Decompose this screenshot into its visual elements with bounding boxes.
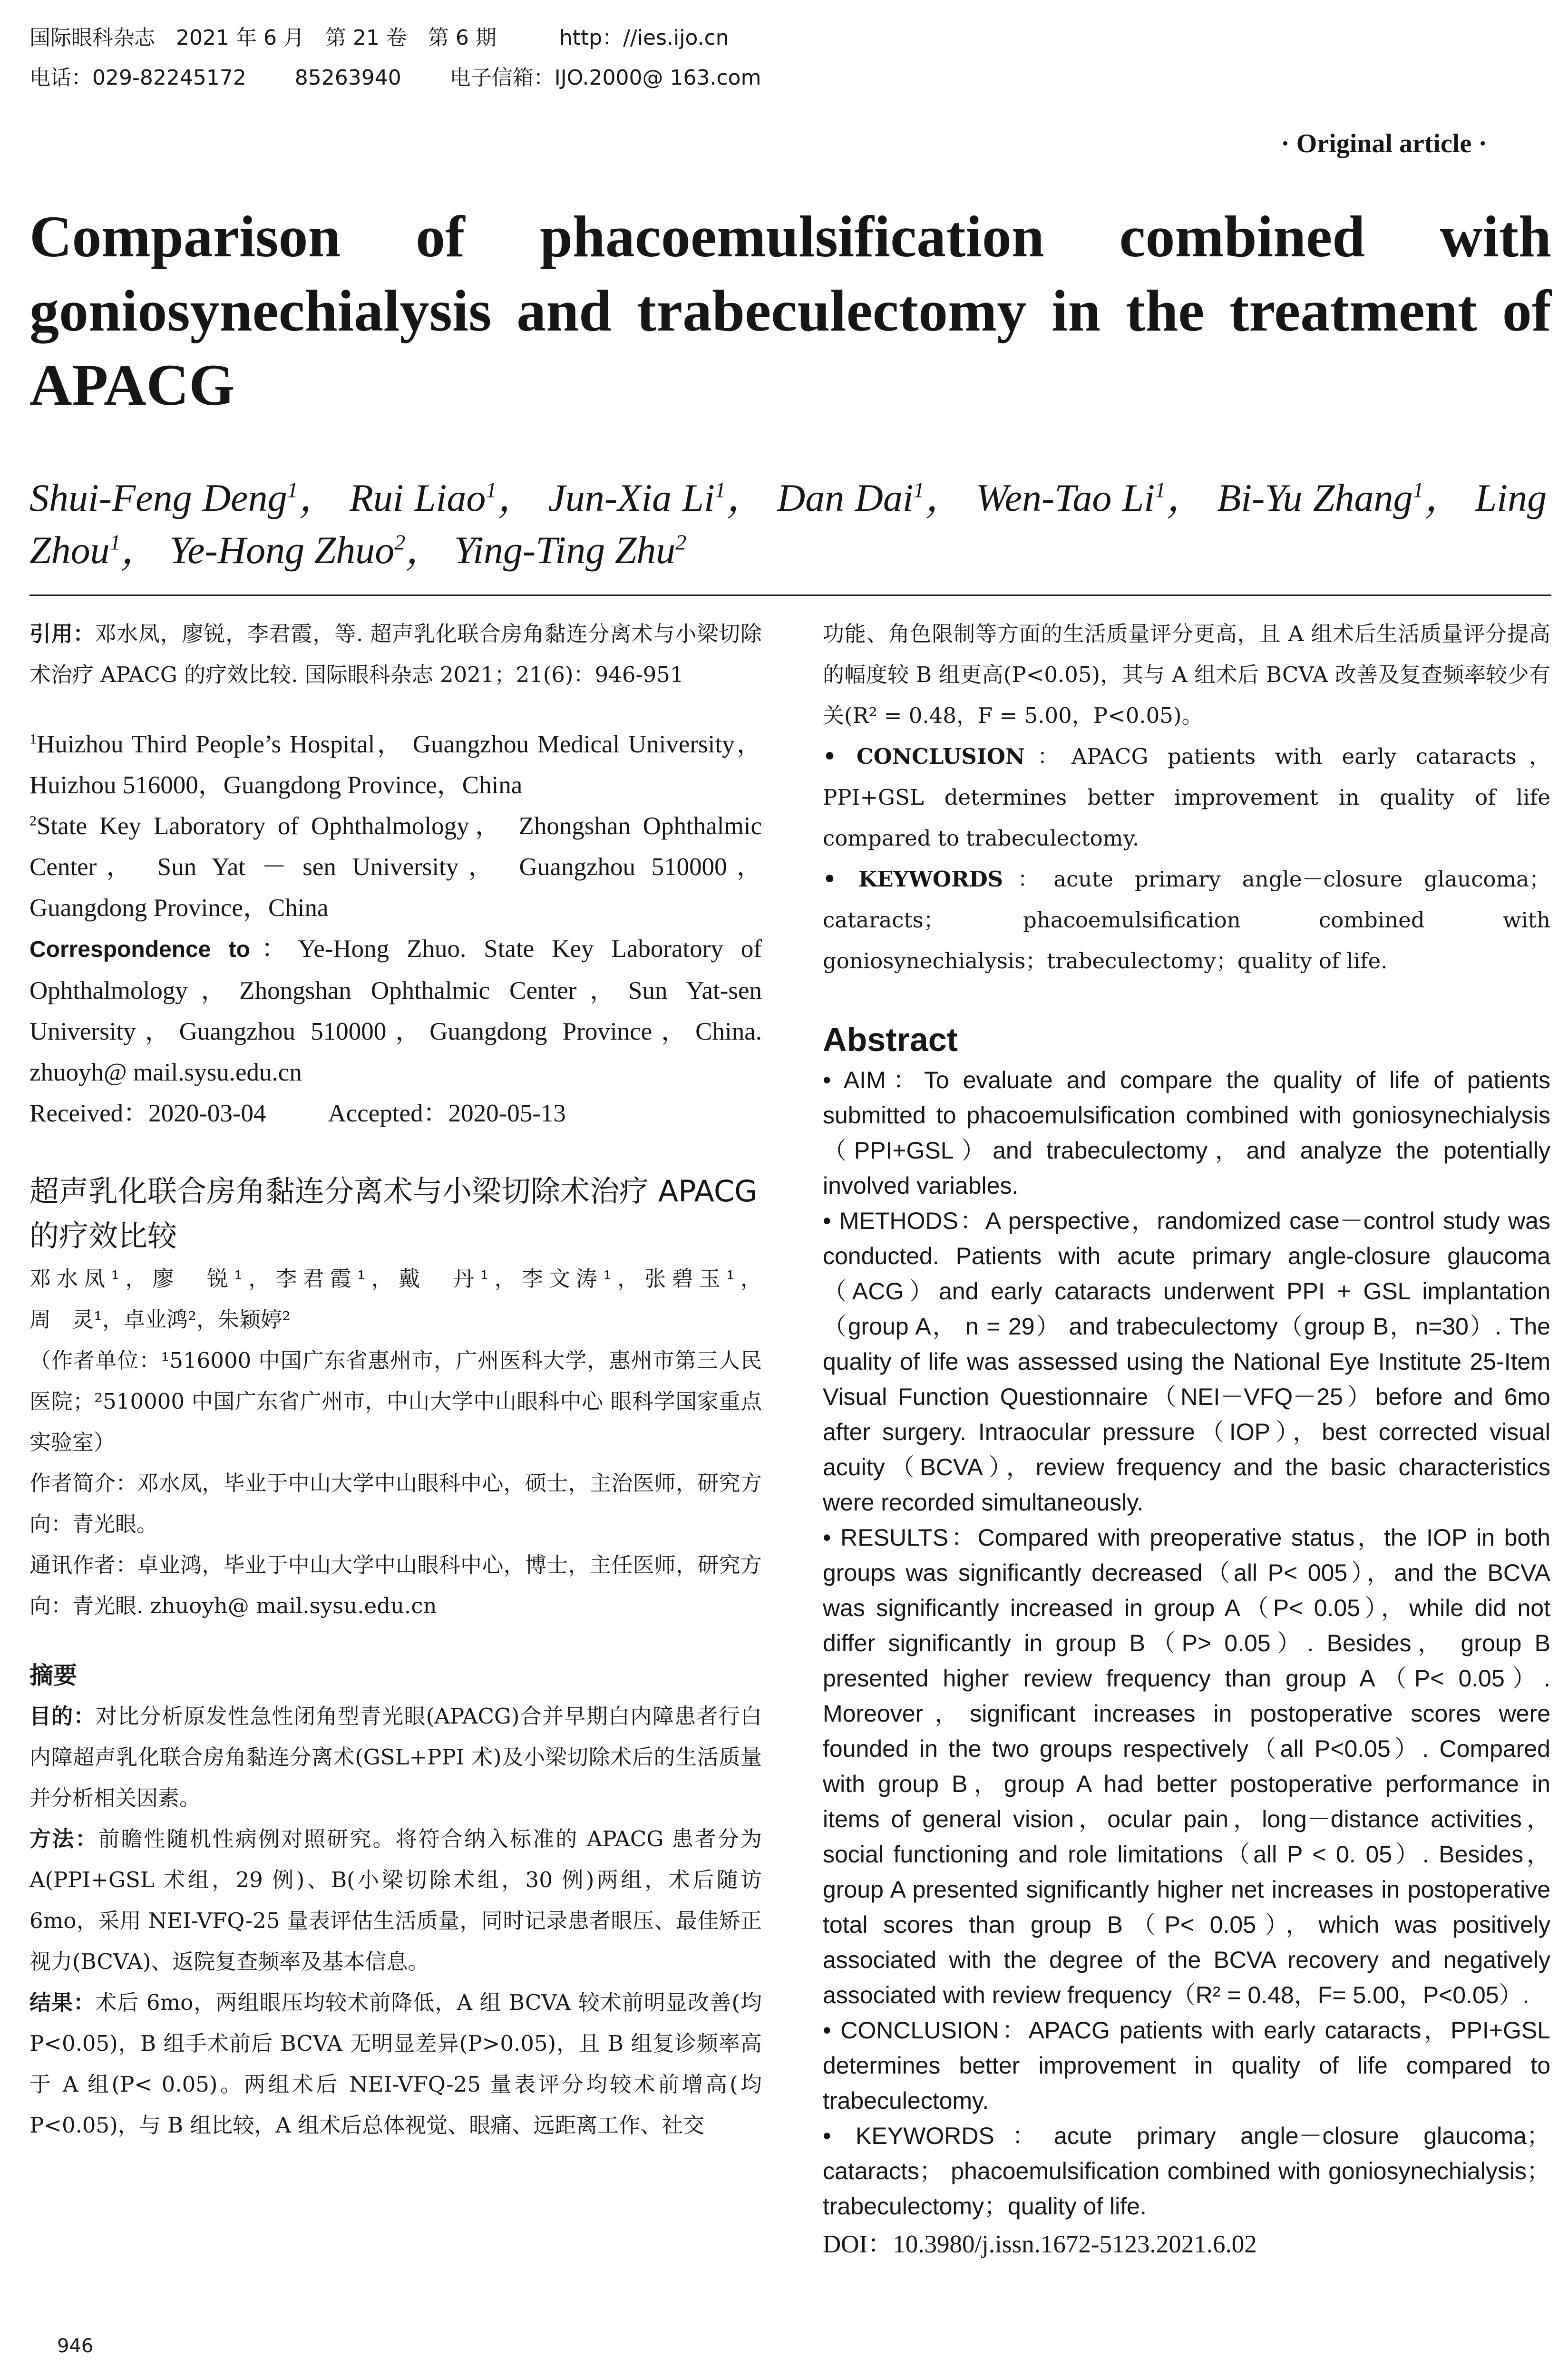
cn-methods: 方法：前瞻性随机性病例对照研究。将符合纳入标准的 APACG 患者分为 A(PPI+GSL 术组，29 例)、B(小梁切除术组，30 例)两组，术后随访 6mo，采用 NEI-VFQ-25 量表评估生活质量，同时记录患者眼压、最佳矫正视力(BCVA)、返院复查频率及基本信息。: [29, 1826, 762, 1974]
chinese-authors-line1: 邓水凤¹，廖 锐¹，李君霞¹，戴 丹¹，李文涛¹，张碧玉¹，: [29, 1266, 762, 1291]
author-name: Ying-Ting Zhu: [454, 528, 676, 572]
article-title: Comparison of phacoemulsification combined with goniosynechialysis and trabeculectomy in the treatment of APACG: [29, 204, 1551, 418]
author-affiliation-mark: 1: [287, 477, 298, 502]
abstract-methods: • METHODS：A perspective，randomized case－control study was conducted. Patients with acute primary angle-closure glaucoma（ACG）and early cataracts underwent PPI + GSL implantation （group A， n = 29） and trabeculectomy（group B，n=30）. The quality of life was assessed using the National Eye Institute 25-Item Visual Function Questionnaire（NEI－VFQ－25）before and 6mo after surgery. Intraocular pressure（IOP），best corrected visual acuity（BCVA），review frequency and the basic characteristics were recorded simultaneously.: [823, 1208, 1550, 1516]
citation-text: 邓水凤，廖锐，李君霞，等. 超声乳化联合房角黏连分离术与小梁切除术治疗 APACG 的疗效比较. 国际眼科杂志 2021；21(6)：946-951: [29, 621, 762, 687]
author-affiliation-mark: 1: [486, 477, 497, 502]
cn-aim: 目的：对比分析原发性急性闭角型青光眼(APACG)合并早期白内障患者行白内障超声乳化联合房角黏连分离术(GSL+PPI 术)及小梁切除术后的生活质量并分析相关因素。: [29, 1704, 762, 1811]
dates: [29, 1093, 762, 1134]
accepted-date: Accepted：2020-05-13: [328, 1100, 566, 1127]
title-divider: [29, 594, 1551, 596]
author-affiliation-mark: 1: [1412, 477, 1424, 502]
cn-results-continued: 功能、角色限制等方面的生活质量评分更高，且 A 组术后生活质量评分提高的幅度较 B 组更高(P<0.05)，其与 A 组术后 BCVA 改善及复查频率较少有关(R² = 0.48，F = 5.00，P<0.05)。: [823, 621, 1550, 728]
chinese-author-units: （作者单位：¹516000 中国广东省惠州市，广州医科大学，惠州市第三人民医院；²510000 中国广东省广州市，中山大学中山眼科中心 眼科学国家重点实验室）: [29, 1348, 762, 1455]
author-list: Shui-Feng Deng$^1$， Rui Liao$^1$， Jun-Xia Li$^1$， Dan Dai$^1$， Wen-Tao Li$^1$， Bi-Yu Zhang$^1$， Ling Zhou$^1$， Ye-Hong Zhuo$^2$， Ying-Ting Zhu$^2$: [29, 476, 1547, 572]
correspondence: [29, 928, 762, 1093]
cn-keywords: • KEYWORDS：acute primary angle－closure glaucoma；cataracts； phacoemulsification combined with goniosynechialysis；trabeculectomy；quality of life.: [823, 867, 1550, 974]
correspondence-text: ：Ye-Hong Zhuo. State Key Laboratory of Ophthalmology，Zhongshan Ophthalmic Center，Sun Yat-sen University，Guangzhou 510000，Guangdong Province，China. zhuoyh@ mail.sysu.edu.cn: [29, 935, 762, 1086]
page-number: 946: [57, 2335, 94, 2357]
correspondence-label: Correspondence to: [29, 937, 250, 962]
journal-header-line1: 国际眼科杂志 2021 年 6 月 第 21 卷 第 6 期 http：//ies.ijo.cn: [29, 26, 729, 50]
affiliation-1: $^1$Huizhou Third People’s Hospital， Guangzhou Medical University，Huizhou 516000，Guangdong Province，China: [29, 731, 762, 799]
abstract-keywords: • KEYWORDS：acute primary angle－closure glaucoma；cataracts； phacoemulsification combined with goniosynechialysis；trabeculectomy；quality of life.: [823, 2123, 1550, 2220]
chinese-abstract-heading: 摘要: [29, 1661, 77, 1689]
author-affiliation-mark: 1: [1155, 477, 1166, 502]
right-column: [823, 614, 1550, 2265]
author-name: Dan Dai: [777, 476, 914, 519]
chinese-title: 超声乳化联合房角黏连分离术与小梁切除术治疗 APACG 的疗效比较: [29, 1174, 758, 1253]
cn-conclusion: • CONCLUSION：APACG patients with early cataracts，PPI+GSL determines better improvement in quality of life compared to trabeculectomy.: [823, 744, 1551, 851]
author-affiliation-mark: 1: [109, 530, 121, 555]
author-name: Shui-Feng Deng: [29, 476, 287, 519]
journal-header-line2: 电话：029-82245172 85263940 电子信箱：IJO.2000@ 163.com: [29, 66, 761, 90]
author-name: Rui Liao: [349, 476, 486, 519]
abstract-heading: Abstract: [823, 1021, 958, 1058]
cn-results: 结果：术后 6mo，两组眼压均较术前降低，A 组 BCVA 较术前明显改善(均 P<0.05)，B 组手术前后 BCVA 无明显差异(P>0.05)，且 B 组复诊频率高于 A 组(P< 0.05)。两组术后 NEI-VFQ-25 量表评分均较术前增高(均 P<0.05)，与 B 组比较，A 组术后总体视觉、眼痛、远距离工作、社交: [29, 1990, 762, 2138]
author-name: Jun-Xia Li: [548, 476, 715, 519]
doi[interactable]: DOI：10.3980/j.issn.1672-5123.2021.6.02: [823, 2231, 1257, 2258]
received-date: Received：2020-03-04: [29, 1100, 266, 1127]
citation: [29, 614, 762, 695]
chinese-authors-line2: 周 灵¹，卓业鸿²，朱颖婷²: [29, 1307, 291, 1332]
abstract-results: • RESULTS：Compared with preoperative status，the IOP in both groups was significantly decreased（all P< 005），and the BCVA was significantly increased in group A（P< 0.05），while did not differ significantly in group B（P> 0.05）. Besides， group B presented higher review frequency than group A（P< 0.05）. Moreover，significant increases in postoperative scores were founded in the two groups respectively（all P<0.05）. Compared with group B，group A had better postoperative performance in items of general vision，ocular pain，long－distance activities，social functioning and role limitations（all P < 0. 05）. Besides，group A presented significantly higher net increases in postoperative total scores than group B（P< 0.05），which was positively associated with the degree of the BCVA recovery and negatively associated with review frequency（R² = 0.48，F= 5.00，P<0.05）.: [823, 1524, 1550, 2008]
author-name: Wen-Tao Li: [975, 476, 1155, 519]
section-label: · Original article ·: [1281, 129, 1487, 158]
citation-label: 引用：: [29, 621, 95, 646]
affiliation-2: $^2$State Key Laboratory of Ophthalmology， Zhongshan Ophthalmic Center， Sun Yat － sen University， Guangzhou 510000，Guangdong Province，China: [29, 812, 762, 922]
author-affiliation-mark: 1: [714, 477, 726, 502]
author-name: Ye-Hong Zhuo: [169, 528, 395, 572]
author-bio: 作者简介：邓水凤，毕业于中山大学中山眼科中心，硕士，主治医师，研究方向：青光眼。: [29, 1471, 762, 1537]
author-name: Bi-Yu Zhang: [1217, 476, 1413, 519]
abstract-aim: • AIM：To evaluate and compare the quality of life of patients submitted to phacoemulsification combined with goniosynechialysis（PPI+GSL）and trabeculectomy，and analyze the potentially involved variables.: [823, 1067, 1550, 1199]
corresponding-author: 通讯作者：卓业鸿，毕业于中山大学中山眼科中心，博士，主任医师，研究方向：青光眼. zhuoyh@ mail.sysu.edu.cn: [29, 1552, 762, 1618]
author-affiliation-mark: 2: [675, 530, 687, 555]
abstract-conclusion: • CONCLUSION：APACG patients with early cataracts，PPI+GSL determines better improvement in quality of life compared to trabeculectomy.: [823, 2017, 1550, 2114]
author-affiliation-mark: 1: [913, 477, 925, 502]
left-column: [29, 614, 762, 2146]
author-name: Ling Zhou: [29, 476, 1547, 572]
author-affiliation-mark: 2: [394, 530, 406, 555]
